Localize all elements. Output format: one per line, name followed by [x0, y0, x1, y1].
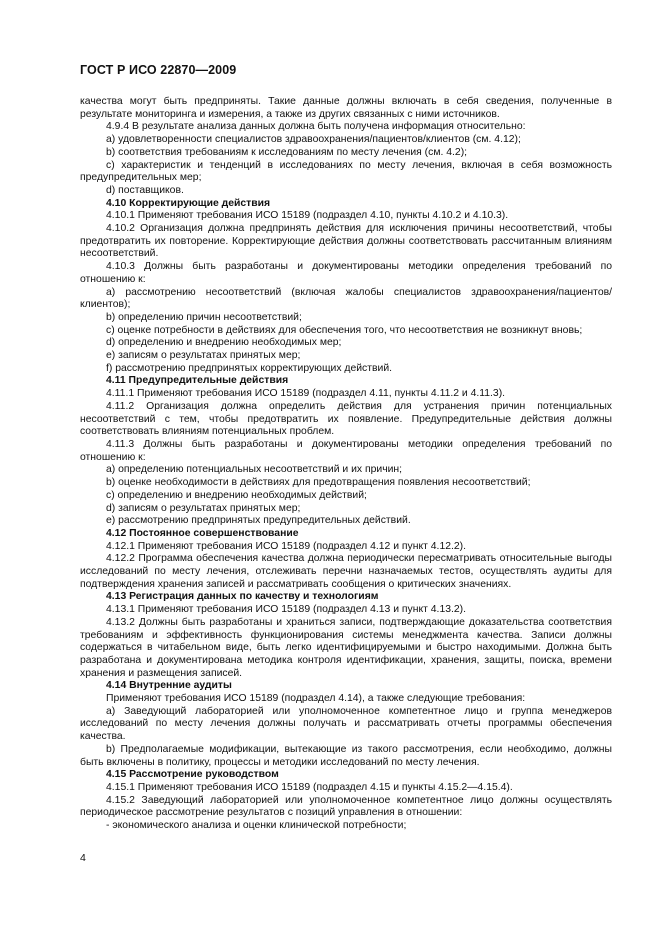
paragraph: 4.9.4 В результате анализа данных должна быть получена информация относительно: — [106, 121, 526, 133]
paragraph: 4.15.1 Применяют требования ИСО 15189 (подраздел 4.15 и пункты 4.15.2—4.15.4). — [106, 781, 513, 793]
list-item: a) рассмотрению несоответствий (включая жалобы специалистов здравоохранения/пациентов/клиентов); — [80, 286, 612, 311]
paragraph: 4.11.2 Организация должна определить действия для устранения причин потенциальных несоответствий с тем, чтобы предотвратить их появление. Предупредительные действия должны соответствовать влияниям потенциальных проблем. — [80, 400, 612, 438]
list-item: b) соответствия требованиям к исследованиям по месту лечения (см. 4.2); — [106, 146, 468, 158]
list-item: e) записям о результатах принятых мер; — [106, 350, 301, 362]
list-item: c) оценке потребности в действиях для обеспечения того, что несоответствия не возникнут вновь; — [106, 324, 583, 336]
list-item: d) определению и внедрению необходимых мер; — [106, 337, 342, 349]
list-item: a) удовлетворенности специалистов здравоохранения/пациентов/клиентов (см. 4.12); — [106, 134, 521, 146]
section-heading: 4.14 Внутренние аудиты — [106, 680, 232, 692]
document-header: ГОСТ Р ИСО 22870—2009 — [80, 63, 237, 77]
page-number: 4 — [80, 852, 86, 864]
paragraph: 4.13.2 Должны быть разработаны и храниться записи, подтверждающие доказательства соответствия требованиям и эффективность функционирования системы менеджмента качества. Записи должны содержаться в читабельном виде, быть легко идентифицируемыми и быстро находимыми. Должна быть разработана и документирована методика контроля идентификации, хранения, защиты, поиска, времени хранения и размещения записей. — [80, 616, 612, 679]
paragraph: 4.11.3 Должны быть разработаны и документированы методики определения требований по отношению к: — [80, 438, 612, 463]
list-item: c) определению и внедрению необходимых действий; — [106, 489, 367, 501]
paragraph: 4.13.1 Применяют требования ИСО 15189 (подраздел 4.13 и пункт 4.13.2). — [106, 604, 467, 616]
paragraph: качества могут быть предприняты. Такие данные должны включать в себя сведения, полученные в результате мониторинга и измерения, а также из других связанных с ними источников. — [80, 96, 612, 120]
list-item: b) Предполагаемые модификации, вытекающие из такого рассмотрения, если необходимо, должны быть включены в политику, процессы и методики исследований по месту лечения. — [80, 743, 612, 768]
list-item: e) рассмотрению предпринятых предупредительных действий. — [106, 515, 411, 527]
list-item: b) оценке необходимости в действиях для предотвращения появления несоответствий; — [106, 477, 531, 489]
paragraph: 4.12.1 Применяют требования ИСО 15189 (подраздел 4.12 и пункт 4.12.2). — [106, 540, 467, 552]
list-item: d) поставщиков. — [106, 184, 184, 196]
paragraph: 4.10.2 Организация должна предпринять действия для исключения причины несоответствий, чтобы предотвратить их повторение. Корректирующие действия должны соответствовать рассчитанным влияниям несоответствий. — [80, 223, 612, 260]
list-item: c) характеристик и тенденций в исследованиях по месту лечения, включая в себя возможность предупредительных мер; — [80, 159, 612, 184]
list-item: b) определению причин несоответствий; — [106, 311, 302, 323]
list-item: a) Заведующий лабораторией или уполномоченное компетентное лицо и группа менеджеров исследований по месту лечения должны получать и рассматривать отчеты программы обеспечения качества. — [80, 705, 612, 743]
paragraph: 4.12.2 Программа обеспечения качества должна периодически пересматривать относительные выгоды исследований по месту лечения, отслеживать перечни назначаемых тестов, осуществлять аудиты для подтверждения хранения записей и рассматривать сообщения о критических значениях. — [80, 553, 612, 590]
section-heading: 4.12 Постоянное совершенствование — [106, 527, 299, 539]
list-item: d) записям о результатах принятых мер; — [106, 502, 301, 514]
list-item: - экономического анализа и оценки клинической потребности; — [106, 820, 407, 832]
paragraph: 4.15.2 Заведующий лабораторией или уполномоченное компетентное лицо должны осуществлять периодическое рассмотрение результатов с позиций управления в отношении: — [80, 794, 612, 819]
paragraph: 4.11.1 Применяют требования ИСО 15189 (подраздел 4.11, пункты 4.11.2 и 4.11.3). — [106, 388, 506, 400]
list-item: f) рассмотрению предпринятых корректирующих действий. — [106, 362, 393, 374]
paragraph: Применяют требования ИСО 15189 (подраздел 4.14), а также следующие требования: — [106, 693, 526, 705]
paragraph: 4.10.3 Должны быть разработаны и документированы методики определения требований по отношению к: — [80, 261, 612, 285]
section-heading: 4.11 Предупредительные действия — [106, 375, 289, 387]
paragraph: 4.10.1 Применяют требования ИСО 15189 (подраздел 4.10, пункты 4.10.2 и 4.10.3). — [106, 210, 509, 222]
section-heading: 4.10 Корректирующие действия — [106, 197, 271, 209]
document-body — [80, 96, 612, 833]
list-item: a) определению потенциальных несоответствий и их причин; — [106, 464, 403, 476]
section-heading: 4.15 Рассмотрение руководством — [106, 769, 279, 781]
section-heading: 4.13 Регистрация данных по качеству и технологиям — [106, 591, 379, 603]
